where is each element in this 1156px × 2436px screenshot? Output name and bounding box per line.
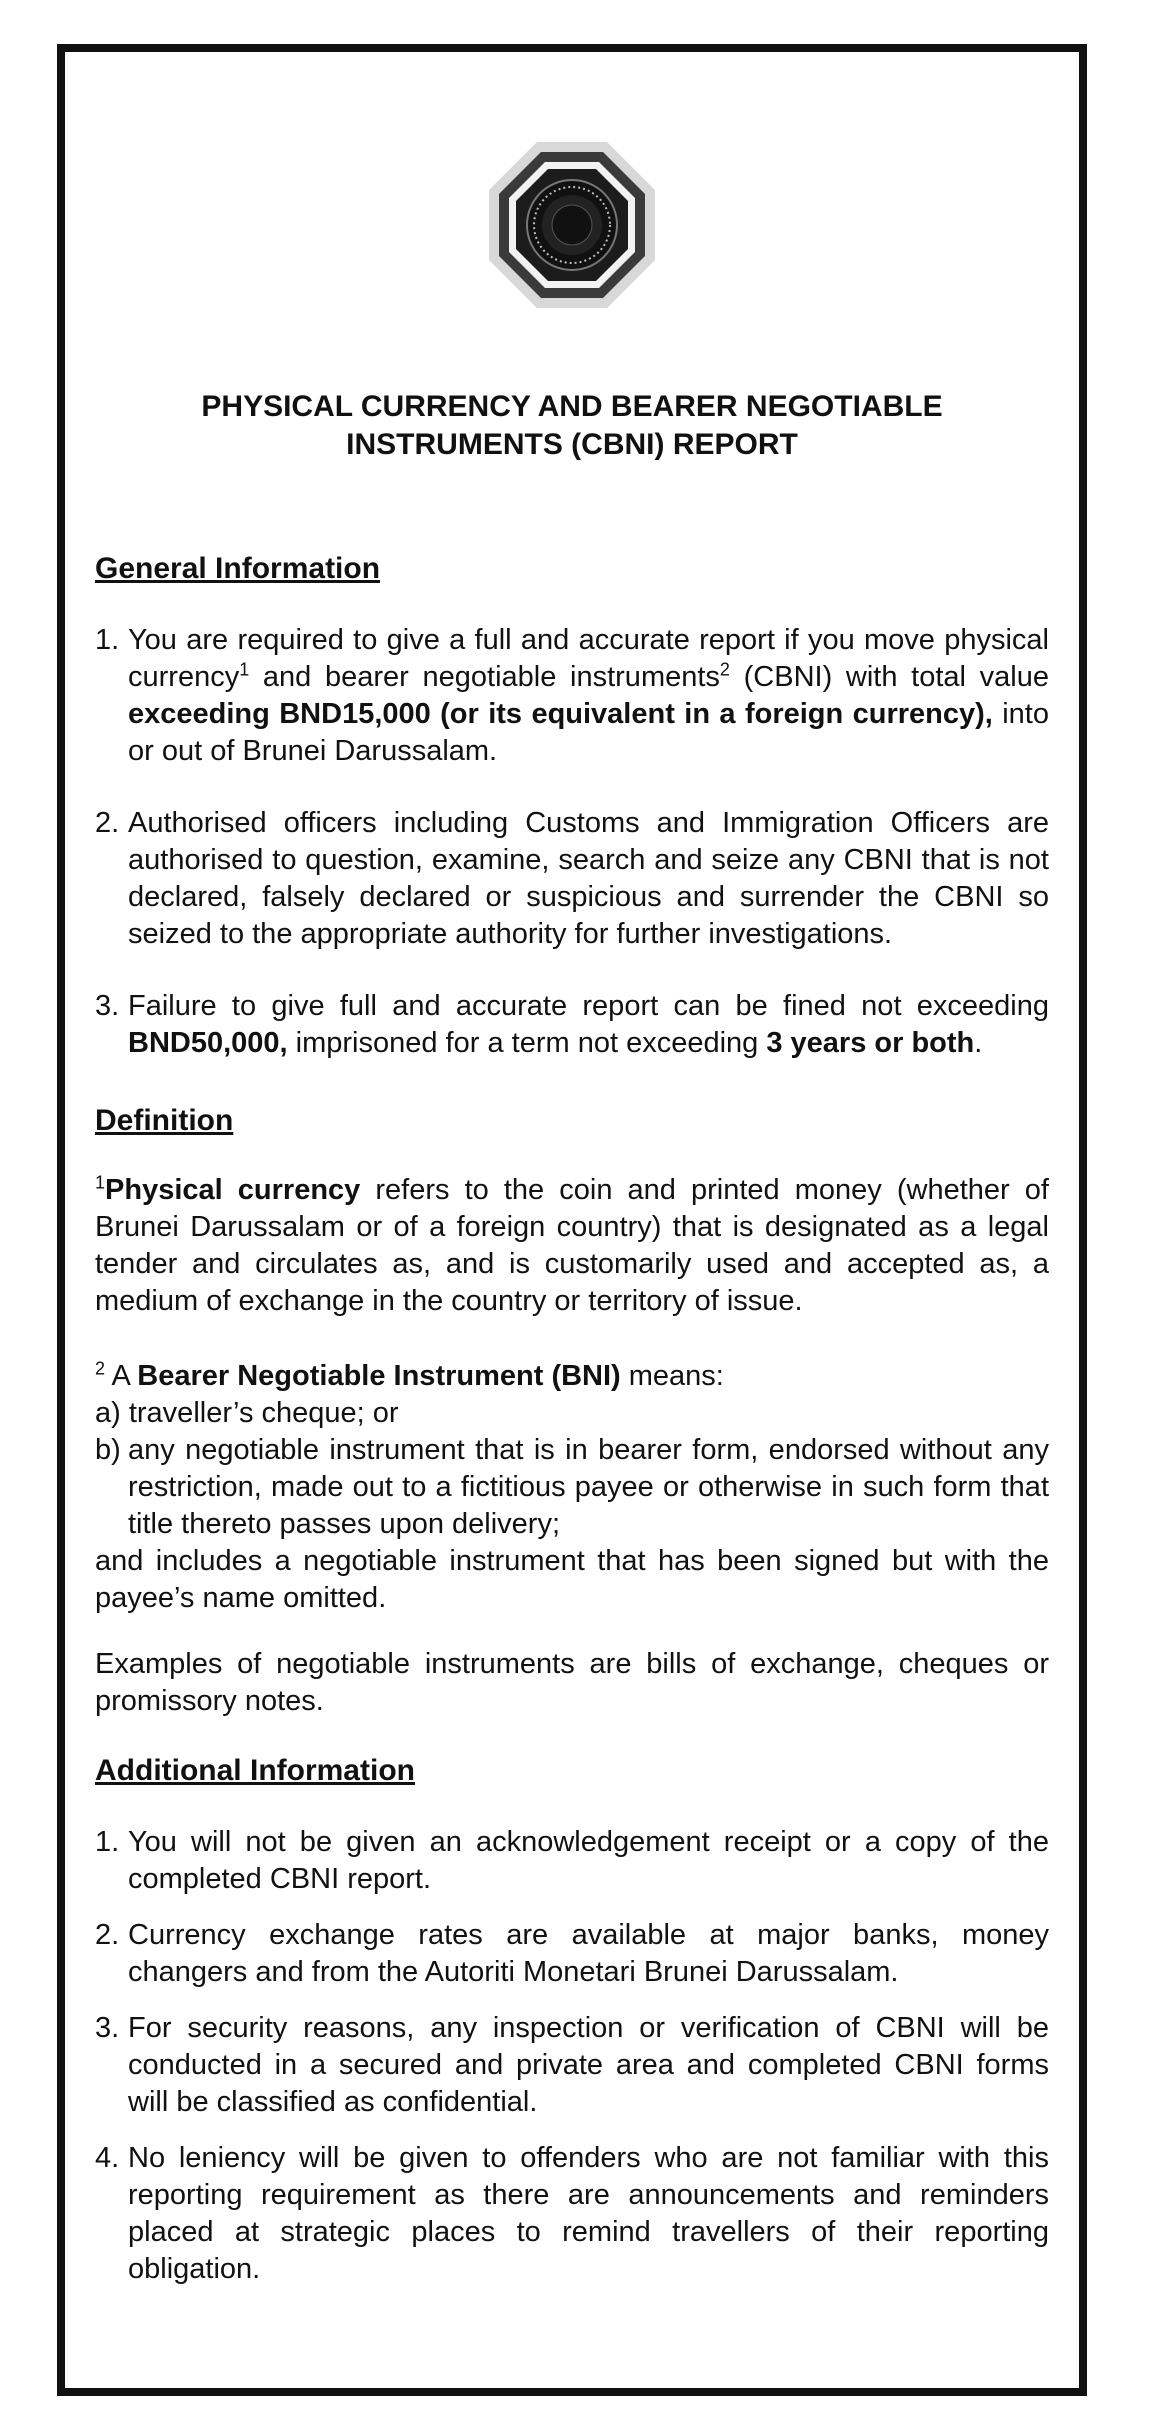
general-item-3: [95, 988, 1049, 1062]
general-item-2-number: 2.: [95, 807, 120, 839]
general-item-1-part-4: into or out of Brunei Darussalam.: [128, 698, 1049, 767]
general-item-3-number: 3.: [95, 990, 120, 1022]
additional-item-3-number: 3.: [95, 2012, 120, 2044]
bni-definition-intro: [95, 1358, 1049, 1395]
general-item-3-term: 3 years or both: [766, 1027, 975, 1059]
title-line-2: INSTRUMENTS (CBNI) REPORT: [346, 428, 798, 461]
physical-currency-term: Physical currency: [105, 1174, 361, 1206]
bni-item-b-text: any negotiable instrument that is in bearer form, endorsed without any restriction, made out to a fictitious payee or otherwise in such form that title thereto passes upon delivery;: [128, 1434, 1049, 1540]
bni-item-a: a) traveller’s cheque; or: [95, 1397, 399, 1429]
bni-post: means:: [620, 1360, 724, 1392]
footnote-marker-1: 1: [95, 1172, 106, 1193]
general-item-1-text: [128, 622, 1049, 770]
general-item-3-fine: BND50,000,: [128, 1027, 288, 1059]
footnote-ref-1: 1: [239, 659, 250, 680]
additional-item-1-text: You will not be given an acknowledgement receipt or a copy of the completed CBNI report.: [128, 1826, 1049, 1895]
footnote-ref-2: 2: [719, 659, 730, 680]
additional-item-3-text: For security reasons, any inspection or verification of CBNI will be conducted in a secured and private area and completed CBNI forms will be classified as confidential.: [128, 2012, 1049, 2118]
additional-item-2-text: Currency exchange rates are available at major banks, money changers and from the Autoriti Monetari Brunei Darussalam.: [128, 1919, 1049, 1988]
additional-item-4-text: No leniency will be given to offenders who are not familiar with this reporting requirement as there are announcements and reminders placed at strategic places to remind travellers of their reporting obligation.: [128, 2142, 1049, 2285]
document-frame: [57, 44, 1087, 2396]
general-item-3-part-2: imprisoned for a term not exceeding: [287, 1027, 767, 1059]
bni-pre: A: [105, 1360, 138, 1392]
physical-currency-definition: [95, 1172, 1049, 1320]
general-information-heading: General Information: [95, 552, 381, 585]
general-item-1-part-1: You are required to give a full and accurate report if you move physical currency: [128, 624, 1049, 693]
definition-heading: Definition: [95, 1104, 234, 1137]
document-content: [95, 52, 1049, 2388]
footnote-marker-2: 2: [95, 1358, 106, 1379]
general-item-1-part-3: (CBNI) with total value: [729, 661, 1050, 693]
additional-item-3: [95, 2010, 1049, 2121]
general-item-3-part-3: .: [974, 1027, 983, 1059]
general-item-1-number: 1.: [95, 624, 120, 656]
octagon-seal-icon: [487, 140, 657, 310]
general-item-2-text: Authorised officers including Customs and Immigration Officers are authorised to question, examine, search and seize any CBNI that is not declared, falsely declared or suspicious and surrender the CBNI so seized to the appropriate authority for further investigations.: [128, 807, 1049, 950]
general-item-1-threshold: exceeding BND15,000 (or its equivalent in a foreign currency),: [128, 698, 993, 730]
additional-item-4: [95, 2140, 1049, 2288]
additional-item-2-number: 2.: [95, 1919, 120, 1951]
additional-item-1-number: 1.: [95, 1826, 120, 1858]
general-item-3-part-1: Failure to give full and accurate report can be fined not exceeding: [128, 990, 1049, 1022]
additional-item-1: [95, 1824, 1049, 1898]
general-item-1-part-2: and bearer negotiable instruments: [249, 661, 720, 693]
additional-item-2: [95, 1917, 1049, 1991]
document-title: [95, 388, 1049, 464]
bni-definition-tail: and includes a negotiable instrument that has been signed but with the payee’s name omitted.: [95, 1545, 1049, 1614]
bni-definition: [95, 1358, 1049, 1617]
general-item-3-text: [128, 988, 1049, 1062]
additional-item-4-number: 4.: [95, 2142, 120, 2174]
bni-item-b: [95, 1432, 1049, 1543]
additional-information-heading: Additional Information: [95, 1754, 415, 1787]
bni-item-b-label: b): [95, 1434, 121, 1466]
general-item-1: [95, 622, 1049, 770]
negotiable-instruments-examples: Examples of negotiable instruments are bills of exchange, cheques or promissory notes.: [95, 1648, 1049, 1717]
bni-term: Bearer Negotiable Instrument (BNI): [137, 1360, 621, 1392]
physical-currency-text: refers to the coin and printed money (whether of Brunei Darussalam or of a foreign country) that is designated as a legal tender and circulates as, and is customarily used and accepted as, a medium of exchange in the country or territory of issue.: [95, 1174, 1049, 1317]
title-line-1: PHYSICAL CURRENCY AND BEARER NEGOTIABLE: [201, 390, 943, 423]
general-item-2: [95, 805, 1049, 953]
